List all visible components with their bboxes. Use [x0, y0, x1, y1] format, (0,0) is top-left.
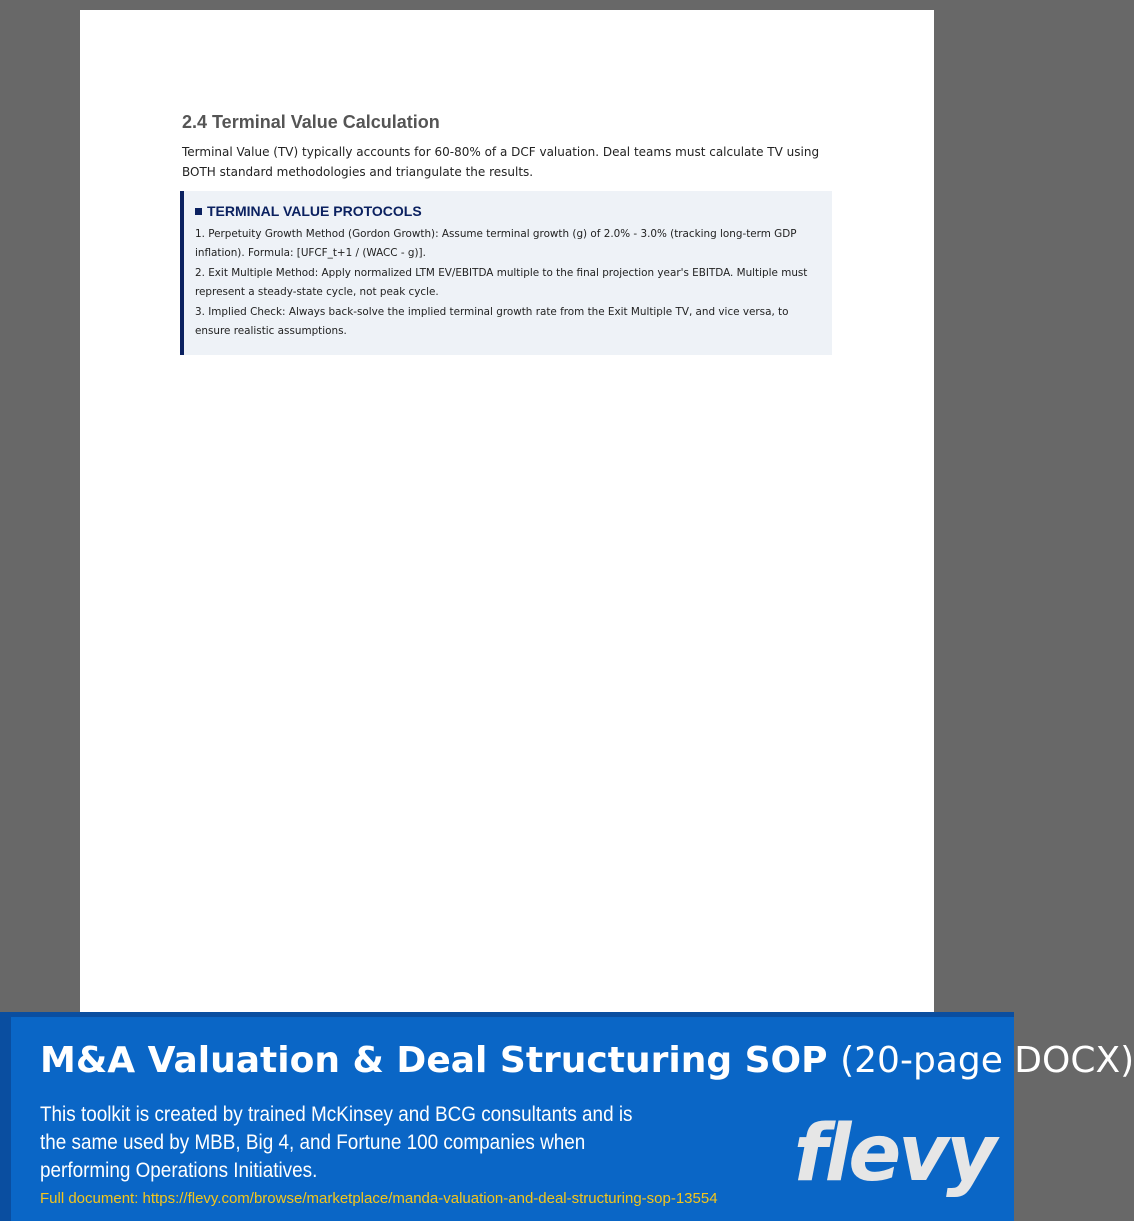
- banner-title-format: (20-page DOCX): [840, 1040, 1134, 1081]
- protocols-callout: [180, 191, 832, 355]
- flevy-logo[interactable]: flevy: [793, 1109, 994, 1199]
- promo-banner: [0, 1012, 1134, 1221]
- callout-title: [195, 203, 822, 219]
- intro-paragraph: Terminal Value (TV) typically accounts for 60-80% of a DCF valuation. Deal teams must calculate TV using BOTH standard methodologies and triangulate the results.: [182, 145, 820, 179]
- banner-stripe: [0, 1017, 11, 1221]
- banner-title: [40, 1039, 1134, 1083]
- full-document-link[interactable]: Full document: https://flevy.com/browse/marketplace/manda-valuation-and-deal-structuring-sop-13554: [40, 1190, 718, 1207]
- protocol-item-2: 2. Exit Multiple Method: Apply normalized LTM EV/EBITDA multiple to the final projection year's EBITDA. Multiple must represent a steady-state cycle, not peak cycle.: [195, 267, 808, 298]
- document-page: [80, 10, 934, 1012]
- callout-title-text: TERMINAL VALUE PROTOCOLS: [207, 203, 422, 219]
- banner-title-main: M&A Valuation & Deal Structuring SOP: [40, 1040, 828, 1081]
- protocol-item-1: 1. Perpetuity Growth Method (Gordon Growth): Assume terminal growth (g) of 2.0% - 3.0% (tracking long-term GDP inflation). Formula: [UFCF_t+1 / (WACC - g)].: [195, 228, 797, 259]
- protocol-item-3: 3. Implied Check: Always back-solve the implied terminal growth rate from the Exit Multiple TV, and vice versa, to ensure realistic assumptions.: [195, 306, 789, 337]
- square-bullet-icon: [195, 208, 202, 215]
- section-title: 2.4 Terminal Value Calculation: [182, 112, 440, 132]
- banner-description: This toolkit is created by trained McKinsey and BCG consultants and is the same used by MBB, Big 4, and Fortune 100 companies when performing Operations Initiatives.: [40, 1103, 633, 1182]
